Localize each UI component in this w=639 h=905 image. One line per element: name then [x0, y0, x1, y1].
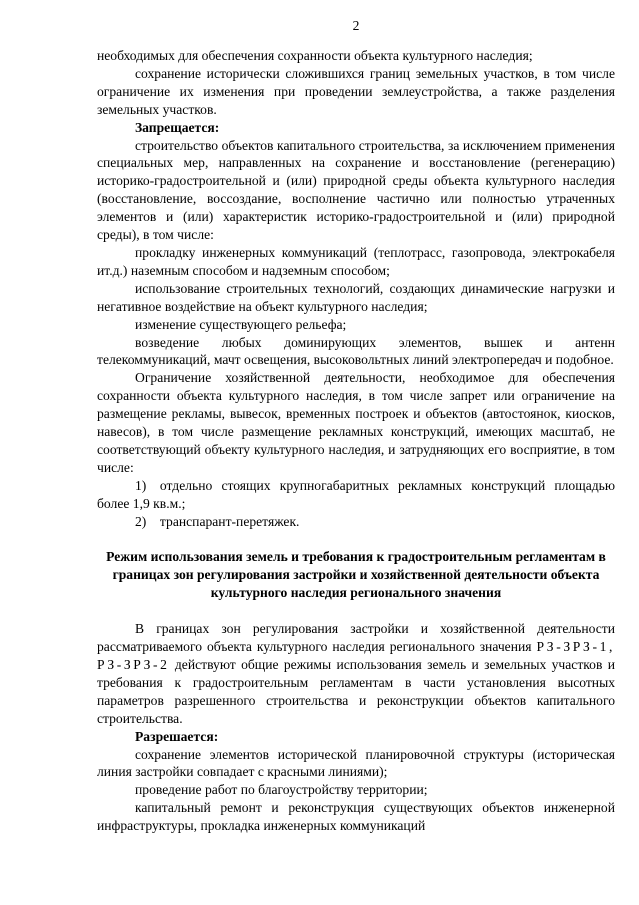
forbidden-item-technologies: использование строительных технологий, создающих динамические нагрузки и негативное воздействие на объект культурного наследия; — [97, 280, 615, 314]
zone-code-2: РЗ-ЗРЗ-2 — [97, 657, 170, 672]
zones-text-after: действуют общие режимы использования земель и земельных участков и требования к градостроительным регламентам в части установления высотных параметров разрешенного строительства и реконструкции объектов капитального строительства. — [97, 657, 615, 726]
zones-text-before: В границах зон регулирования застройки и хозяйственной деятельности рассматриваемого объекта культурного наследия регионального значения — [97, 621, 615, 655]
zone-code-1: РЗ-ЗРЗ-1, — [536, 639, 615, 655]
allowed-label: Разрешается: — [135, 728, 219, 744]
paragraph-continuation: необходимых для обеспечения сохранности объекта культурного наследия; — [97, 48, 533, 63]
list-item-2: 2) транспарант-перетяжек. — [135, 513, 300, 529]
allowed-item-repair: капитальный ремонт и реконструкция существующих объектов инженерной инфраструктуры, прокладка инженерных коммуникаций — [97, 800, 615, 834]
paragraph-zones — [97, 620, 615, 727]
section-heading: Режим использования земель и требования к градостроительным регламентам в границах зон регулирования застройки и хозяйственной деятельности объекта культурного наследия регионального значения — [106, 549, 606, 601]
forbidden-item-construction: строительство объектов капитального строительства, за исключением применения специальных мер, направленных на сохранение и восстановление (регенерацию) историко-градостроительной и (или) природной среды объекта культурного наследия (восстановление, воссоздание, восполнение частично или полностью утраченных элементов и (или) характеристик историко-градостроительной и (или) природной среды), в том числе: — [97, 137, 615, 243]
page-number: 2 — [352, 18, 360, 33]
allowed-item-structure: сохранение элементов исторической планировочной структуры (историческая линия застройки совпадает с красными линиями); — [97, 746, 615, 780]
document-body — [97, 47, 615, 835]
forbidden-item-relief: изменение существующего рельефа; — [135, 316, 347, 332]
list-item-1: 1) отдельно стоящих крупногабаритных рекламных конструкций площадью более 1,9 кв.м.; — [97, 477, 615, 511]
paragraph-boundaries: сохранение исторически сложившихся границ земельных участков, в том числе ограничение их изменения при проведении землеустройства, а также разделения земельных участков. — [97, 65, 615, 117]
forbidden-item-towers: возведение любых доминирующих элементов, вышек и антенн телекоммуникаций, мачт освещения, высоковольтных линий электропередач и подобное. — [97, 334, 615, 368]
forbidden-label: Запрещается: — [135, 119, 220, 135]
allowed-item-landscaping: проведение работ по благоустройству территории; — [135, 782, 428, 798]
forbidden-item-utilities: прокладку инженерных коммуникаций (теплотрасс, газопровода, электрокабеля ит.д.) наземным способом и надземным способом; — [97, 244, 615, 278]
paragraph-economic-restriction: Ограничение хозяйственной деятельности, необходимое для обеспечения сохранности объекта культурного наследия, в том числе запрет или ограничение на размещение рекламы, вывесок, временных построек и объектов (автостоянок, киосков, навесов), в том числе размещение рекламных конструкций, имеющих масштаб, не соответствующий объекту культурного наследия, и затрудняющих его восприятие, в том числе: — [97, 370, 615, 475]
